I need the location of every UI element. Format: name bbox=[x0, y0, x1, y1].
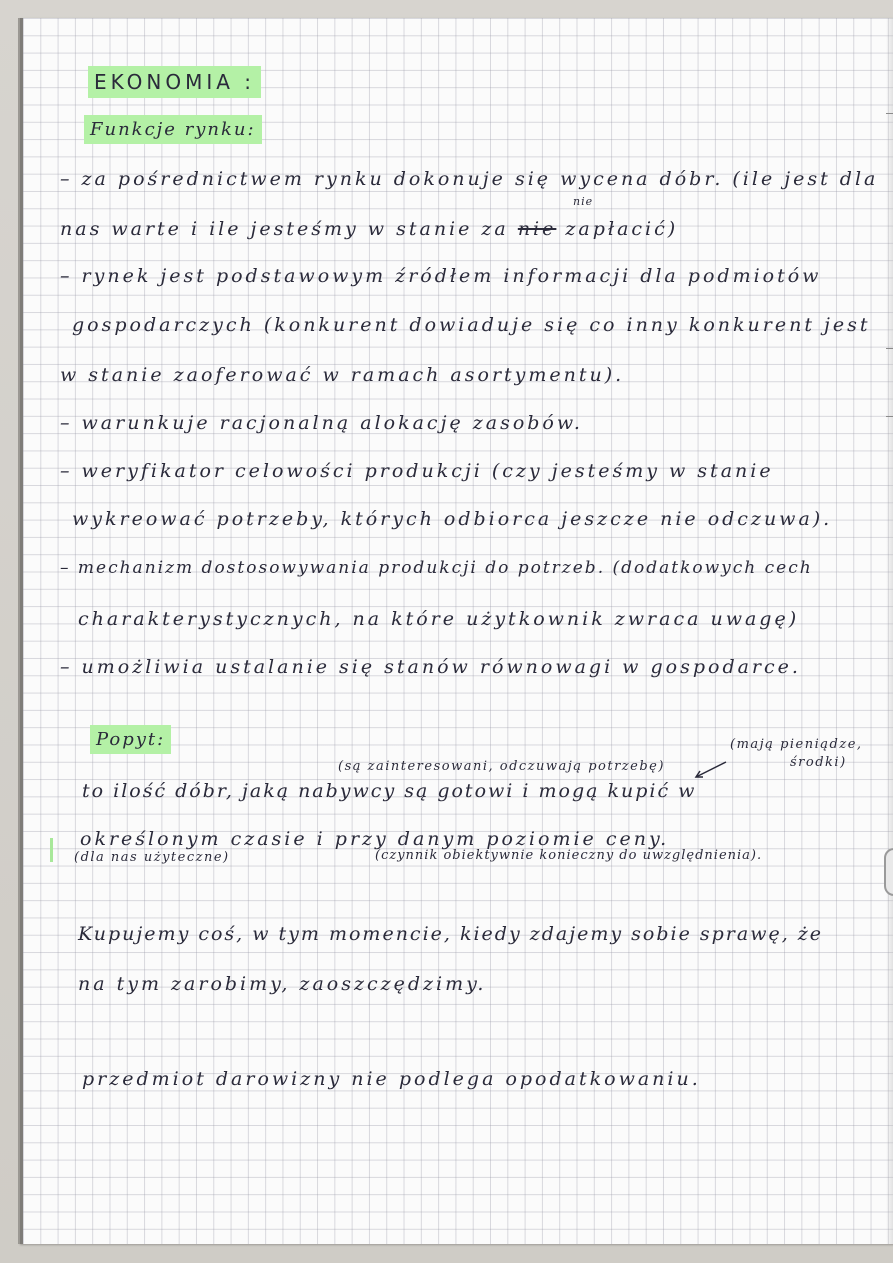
grid-paper-page bbox=[20, 18, 893, 1244]
note-line: wykreować potrzeby, których odbiorca jeszcze nie odczuwa). bbox=[72, 508, 833, 530]
note-line: – za pośrednictwem rynku dokonuje się wycena dóbr. (ile jest dla bbox=[60, 168, 879, 190]
note-line: w stanie zaoferować w ramach asortymentu). bbox=[60, 364, 625, 386]
binder-ring-hole bbox=[884, 848, 893, 896]
note-line: Kupujemy coś, w tym momencie, kiedy zdajemy sobie sprawę, że bbox=[78, 923, 824, 945]
note-line: nas warte i ile jesteśmy w stanie za nie zapłacić) bbox=[60, 218, 679, 240]
annotation: (czynnik obiektywnie konieczny do uwzględnienia). bbox=[375, 848, 763, 863]
note-line: przedmiot darowizny nie podlega opodatkowaniu. bbox=[82, 1068, 701, 1090]
page-title: EKONOMIA : bbox=[88, 72, 261, 92]
section-heading-funkcje-rynku: Funkcje rynku: bbox=[84, 121, 262, 139]
note-line: na tym zarobimy, zaoszczędzimy. bbox=[78, 973, 487, 995]
note-line: to ilość dóbr, jaką nabywcy są gotowi i mogą kupić w bbox=[82, 780, 697, 802]
inserted-word: nie bbox=[573, 195, 594, 208]
note-line: charakterystycznych, na które użytkownik zwraca uwagę) bbox=[78, 608, 800, 630]
annotation: środki) bbox=[790, 755, 847, 770]
margin-tick bbox=[886, 416, 893, 417]
note-line: – warunkuje racjonalną alokację zasobów. bbox=[60, 412, 583, 434]
note-line: gospodarczych (konkurent dowiaduje się co inny konkurent jest bbox=[72, 314, 871, 336]
highlighter-mark bbox=[50, 838, 53, 862]
margin-tick bbox=[886, 348, 893, 349]
section-heading-popyt: Popyt: bbox=[90, 731, 171, 749]
note-line: – mechanizm dostosowywania produkcji do potrzeb. (dodatkowych cech bbox=[60, 558, 813, 578]
note-line: – weryfikator celowości produkcji (czy jesteśmy w stanie bbox=[60, 460, 774, 482]
annotation: (są zainteresowani, odczuwają potrzebę) bbox=[338, 759, 665, 774]
note-line: – rynek jest podstawowym źródłem informacji dla podmiotów bbox=[60, 265, 822, 287]
margin-tick bbox=[886, 113, 893, 114]
note-line: określonym czasie i przy danym poziomie ceny. bbox=[80, 828, 670, 850]
annotation: (mają pieniądze, bbox=[730, 737, 863, 752]
annotation: (dla nas użyteczne) bbox=[74, 850, 230, 865]
page-edge-shadow bbox=[886, 18, 893, 1244]
note-line: – umożliwia ustalanie się stanów równowagi w gospodarce. bbox=[60, 656, 801, 678]
arrow-icon bbox=[692, 760, 728, 780]
struck-word: nie bbox=[517, 218, 557, 240]
